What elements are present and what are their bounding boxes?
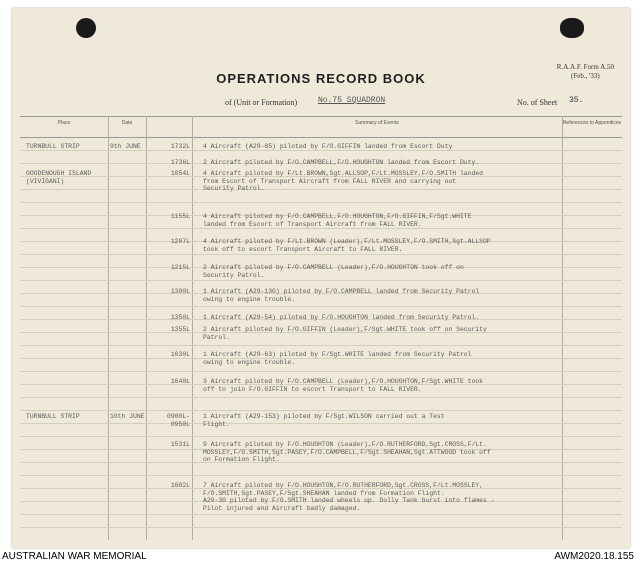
entry-summary-line: 7 Aircraft piloted by F/O.HOUGHTON,F/O.RUTHERFORD,Sgt.CROSS,F/Lt.MOSSLEY, — [203, 482, 483, 489]
ruled-line — [20, 371, 622, 372]
ruled-line — [20, 397, 622, 398]
entry-summary-line: 1 Aircraft (A29-153) piloted by F/Sgt.WILSON carried out a Test — [203, 413, 445, 420]
entry-time: 1640L — [170, 378, 190, 385]
ruled-line — [20, 189, 622, 190]
entry-summary-line: took off to escort Transport Aircraft to FALL RIVER. — [203, 245, 403, 253]
entry-summary-line: 4 Aircraft piloted by F/O.CAMPBELL,F/O.HOUGHTON,F/O.GIFFIN,F/Sgt.WHITE — [203, 213, 472, 220]
unit-label: of (Unit or Formation) — [225, 98, 298, 107]
ruled-line — [20, 462, 622, 463]
col-header-date: Date — [121, 120, 133, 126]
entry-time: 1531L — [170, 441, 190, 448]
ruled-line — [20, 228, 622, 229]
entry-time: 1300L — [170, 288, 190, 295]
record-sheet — [12, 8, 630, 548]
ruled-line — [20, 254, 622, 255]
punch-hole-left — [76, 18, 96, 38]
entry-summary-line: owing to engine trouble. — [203, 295, 296, 303]
entry-summary-line: F/O.SMITH,Sgt.PASEY,F/Sgt.SHEAHAN landed from Formation Flight. — [203, 489, 445, 497]
entry-time: 1602L — [170, 482, 190, 489]
entry-summary-line: Security Patrol. — [203, 271, 265, 279]
entry-time: 0900L-0950L — [166, 413, 190, 428]
entry-summary-line: 1 Aircraft (A29-63) piloted by F/Sgt.WHITE landed from Security Patrol — [203, 351, 472, 358]
footer-accession: AWM2020.18.155 — [554, 551, 634, 562]
column-divider — [192, 116, 193, 540]
entry-time: 1355L — [170, 326, 190, 333]
ruled-line — [20, 436, 622, 437]
ruled-line — [20, 202, 622, 203]
entry-summary-line: 4 Aircraft (A29-85) piloted by F/O.GIFFIN landed from Escort Duty — [203, 143, 453, 150]
ruled-line — [20, 423, 622, 424]
entry-time: 1207L — [170, 238, 190, 245]
entry-summary-line: on Formation Flight. — [203, 456, 280, 463]
column-divider — [562, 116, 563, 540]
entry-time: 1736L — [170, 159, 190, 166]
entry-summary-line: owing to engine trouble. — [203, 358, 296, 366]
entry-place: TURNBULL STRIP — [26, 413, 80, 420]
entry-summary-line: 4 Aircraft piloted by F/Lt.BROWN,Sgt.ALLSOP,F/Lt.MOSSLEY,F/O.SMITH landed — [203, 170, 483, 177]
document-title: OPERATIONS RECORD BOOK — [216, 71, 426, 86]
punch-hole-right — [560, 18, 584, 38]
entry-place: GOODENOUGH ISLAND (VIVIGANI) — [26, 170, 92, 185]
entry-time: 1054L — [170, 170, 190, 177]
entry-summary-line: landed from Escort of Transport Aircraft from FALL RIVER. — [203, 220, 422, 228]
ruled-line — [20, 410, 622, 411]
entry-summary-line: 2 Aircraft piloted by F/O.GIFFIN (Leader),F/Sgt.WHITE took off on Security — [203, 326, 487, 333]
entry-summary-line: Patrol. — [203, 333, 230, 341]
entry-date: 9th JUNE — [110, 143, 141, 150]
entry-summary-line: 1 Aircraft (A29-130) piloted by F/O.CAMPBELL landed from Security Patrol — [203, 288, 480, 295]
entry-time: 1215L — [170, 264, 190, 271]
unit-value: No.75 SQUADRON — [318, 96, 386, 105]
entry-summary-line: 2 Aircraft piloted by F/O.CAMPBELL (Leader),F/O.HOUGHTON took off on — [203, 264, 464, 271]
entry-time: 1630L — [170, 351, 190, 358]
ruled-line — [20, 475, 622, 476]
ruled-line — [20, 345, 622, 346]
sheet-number-value: 35. — [569, 96, 584, 105]
form-number: R.A.A.F. Form A.50 (Feb., '33) — [556, 63, 614, 80]
ruled-line — [20, 527, 622, 528]
entry-summary-line: from Escort of Transport Aircraft from FALL RIVER and carrying out — [203, 177, 457, 185]
entry-date: 10th JUNE — [110, 413, 145, 420]
sheet-number-label: No. of Sheet — [517, 98, 558, 107]
ruled-line — [20, 514, 622, 515]
entry-summary-line: 1 Aircraft (A29-54) piloted by F/O.HOUGHTON landed from Security Patrol. — [203, 314, 480, 321]
ruled-line — [20, 280, 622, 281]
entry-time: 1155L — [170, 213, 190, 220]
entry-time: 1732L — [170, 143, 190, 150]
col-header-references: References to Appendices — [562, 120, 622, 126]
entry-summary-line: Security Patrol. — [203, 185, 265, 192]
col-header-summary: Summary of Events — [355, 120, 399, 126]
column-divider — [146, 116, 147, 540]
entry-summary-line: 2 Aircraft piloted by F/O.CAMPBELL,F/O.HOUGHTON landed from Escort Duty. — [203, 159, 480, 166]
entry-summary-line: 3 Aircraft piloted by F/O.CAMPBELL (Leader),F/O.HOUGHTON,F/Sgt.WHITE took — [203, 378, 483, 385]
entry-summary-line: 4 Aircraft piloted by F/Lt.BROWN (Leader),F/Lt.MOSSLEY,F/O.SMITH,Sgt.ALLSOP — [203, 238, 491, 245]
entry-place: TURNBULL STRIP — [26, 143, 80, 150]
column-divider — [108, 116, 109, 540]
entry-summary-line: Flight. — [203, 420, 230, 428]
entry-summary-line: A29-30 piloted by F/O.SMITH landed wheels up. Dolly Tank burst into flames - — [203, 497, 495, 504]
footer-institution: AUSTRALIAN WAR MEMORIAL — [2, 551, 147, 562]
entry-summary-line: MOSSLEY,F/O.SMITH,Sgt.PASEY,F/O.CAMPBELL,F/Sgt.SHEAHAN,Sgt.ATTWOOD took off — [203, 448, 491, 456]
entry-summary-line: Pilot injured and Aircraft badly damaged. — [203, 504, 361, 512]
col-header-place: Place — [57, 120, 71, 126]
entry-summary-line: off to join F/O.GIFFIN to escort Transport to FALL RIVER. — [203, 385, 422, 393]
entry-time: 1350L — [170, 314, 190, 321]
entry-summary-line: 9 Aircraft piloted by F/O.HOUGHTON (Leader),F/O.RUTHERFORD,Sgt.CROSS,F/Lt. — [203, 441, 487, 448]
ruled-line — [20, 306, 622, 307]
